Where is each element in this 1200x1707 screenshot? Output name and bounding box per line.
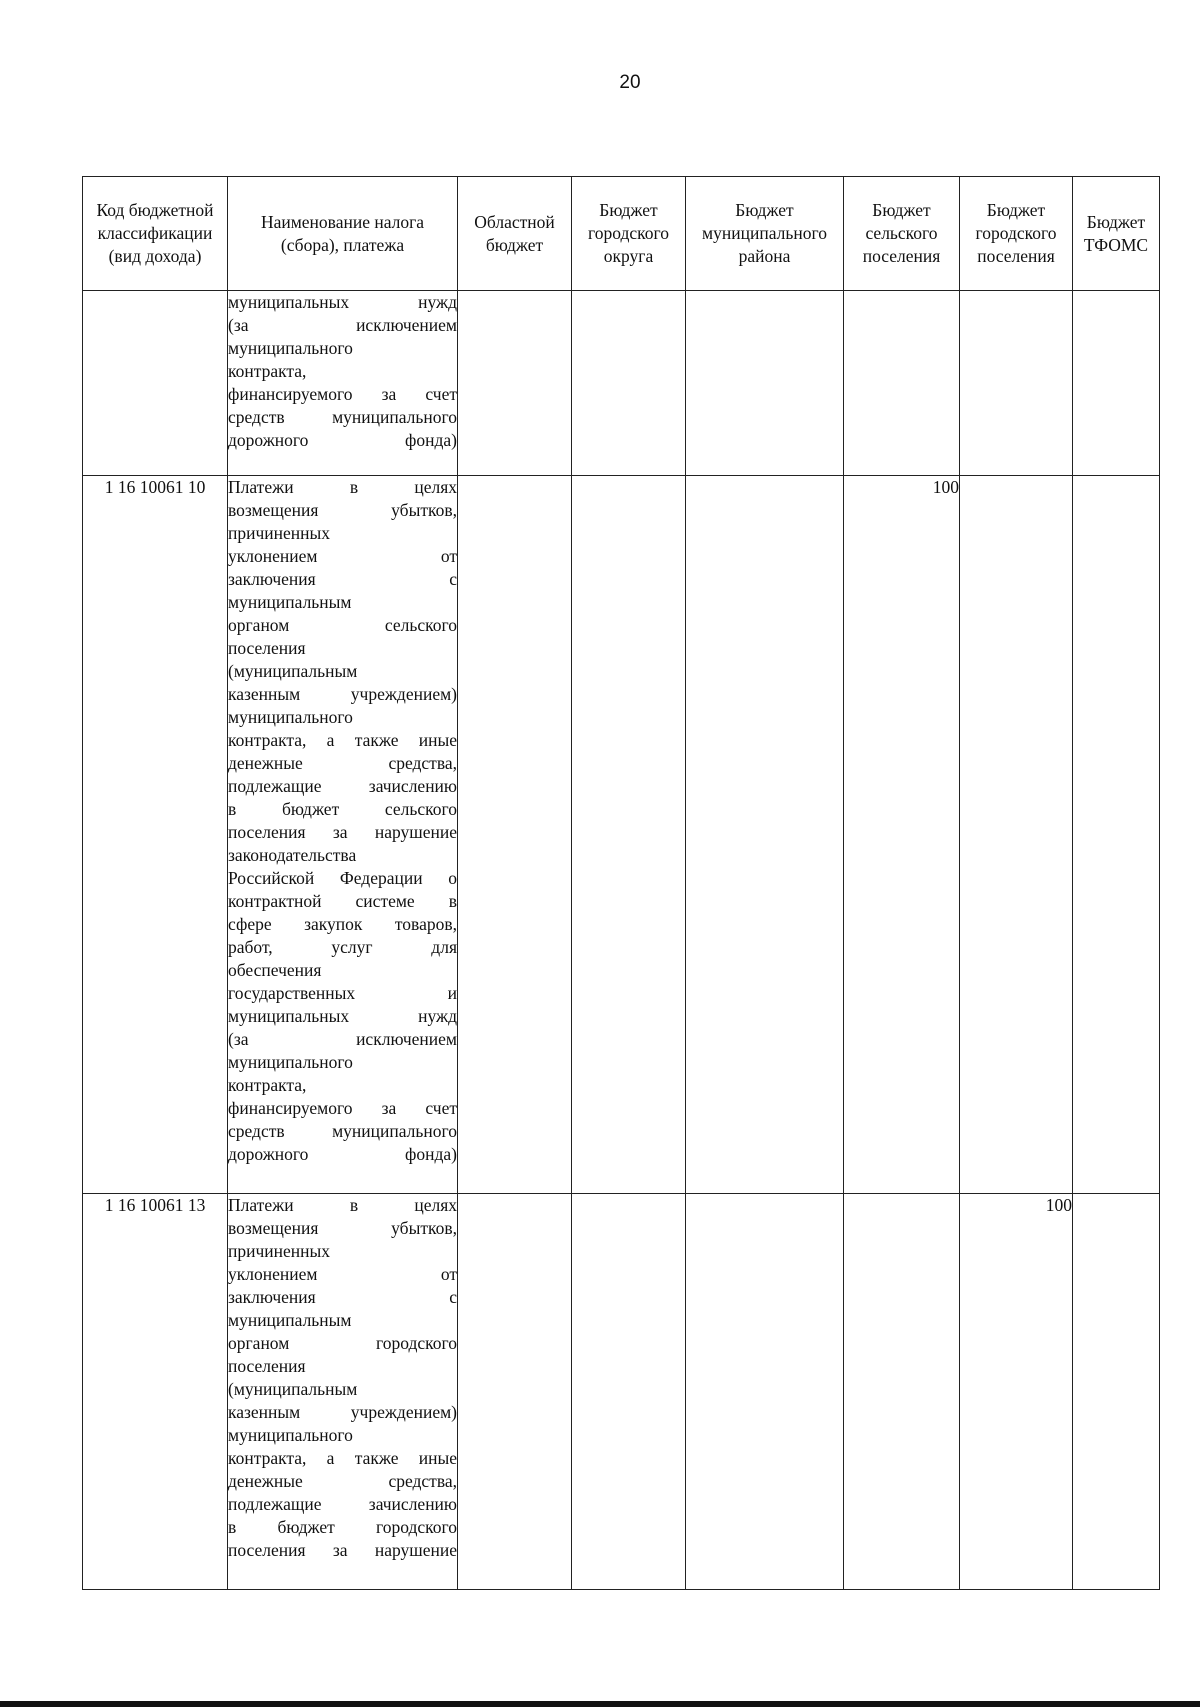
- row-name: [228, 291, 458, 476]
- value-urban-settlement: 100: [960, 1194, 1073, 1590]
- value-municipal-district: [686, 1194, 844, 1590]
- value-city-district: [572, 1194, 686, 1590]
- scan-bottom-edge: [0, 1701, 1200, 1707]
- header-city-district-budget: Бюджет городского округа: [572, 177, 686, 291]
- header-name: Наименование налога (сбора), платежа: [228, 177, 458, 291]
- row-name: [228, 476, 458, 1194]
- row-name-line: заключения с: [228, 569, 457, 589]
- row-name-line: причиненных: [228, 523, 331, 543]
- row-name-line: заключения с: [228, 1287, 457, 1307]
- row-name-line: возмещения убытков,: [228, 500, 457, 520]
- row-name-line: органом городского: [228, 1333, 457, 1353]
- row-name-line: поселения: [228, 1356, 306, 1376]
- row-name-line: поселения за нарушение: [228, 1540, 457, 1560]
- row-name-line: муниципального: [228, 1052, 353, 1072]
- row-name-line: дорожного фонда): [228, 430, 457, 450]
- row-name-line: органом сельского: [228, 615, 457, 635]
- row-name-line: (за исключением: [228, 315, 457, 335]
- row-name-line: Платежи в целях: [228, 477, 457, 497]
- row-name-line: финансируемого за счет: [228, 384, 457, 404]
- row-name-line: возмещения убытков,: [228, 1218, 457, 1238]
- row-name-line: казенным учреждением): [228, 684, 457, 704]
- row-name-line: работ, услуг для: [228, 937, 457, 957]
- row-name-line: Платежи в целях: [228, 1195, 457, 1215]
- row-name-line: дорожного фонда): [228, 1144, 457, 1164]
- row-name-line: контрактной системе в: [228, 891, 457, 911]
- row-name-line: финансируемого за счет: [228, 1098, 457, 1118]
- row-name-line: муниципальных нужд: [228, 1006, 457, 1026]
- header-regional-budget: Областной бюджет: [458, 177, 572, 291]
- value-regional: [458, 291, 572, 476]
- value-city-district: [572, 291, 686, 476]
- row-name-line: денежные средства,: [228, 1471, 457, 1491]
- row-name-line: законодательства: [228, 845, 357, 865]
- row-name-line: муниципального: [228, 707, 353, 727]
- row-name-line: сфере закупок товаров,: [228, 914, 457, 934]
- row-code: 1 16 10061 13: [83, 1194, 228, 1590]
- page-number: 20: [619, 72, 641, 93]
- row-name-line: поселения за нарушение: [228, 822, 457, 842]
- row-code: [83, 291, 228, 476]
- value-rural-settlement: [844, 291, 960, 476]
- value-regional: [458, 1194, 572, 1590]
- value-regional: [458, 476, 572, 1194]
- row-name-line: в бюджет сельского: [228, 799, 457, 819]
- header-municipal-district-budget: Бюджет муниципального района: [686, 177, 844, 291]
- row-name-line: уклонением от: [228, 546, 457, 566]
- row-name-line: государственных и: [228, 983, 457, 1003]
- value-city-district: [572, 476, 686, 1194]
- row-name-line: подлежащие зачислению: [228, 776, 457, 796]
- table-row: [83, 291, 1160, 476]
- row-name-line: Российской Федерации о: [228, 868, 457, 888]
- row-name-line: обеспечения: [228, 960, 322, 980]
- row-name-line: денежные средства,: [228, 753, 457, 773]
- value-tfoms: [1073, 476, 1160, 1194]
- table-row: [83, 476, 1160, 1194]
- row-name-line: причиненных: [228, 1241, 331, 1261]
- row-name-line: муниципальным: [228, 592, 352, 612]
- value-rural-settlement: [844, 1194, 960, 1590]
- row-name-line: подлежащие зачислению: [228, 1494, 457, 1514]
- value-municipal-district: [686, 291, 844, 476]
- row-name-line: (муниципальным: [228, 1379, 358, 1399]
- table-header-row: [83, 177, 1160, 291]
- header-tfoms-budget: Бюджет ТФОМС: [1073, 177, 1160, 291]
- row-name-line: контракта,: [228, 1075, 307, 1095]
- row-name-line: в бюджет городского: [228, 1517, 457, 1537]
- header-code: Код бюджетной классификации (вид дохода): [83, 177, 228, 291]
- row-name-line: контракта, а также иные: [228, 730, 457, 750]
- value-municipal-district: [686, 476, 844, 1194]
- row-name-line: поселения: [228, 638, 306, 658]
- value-tfoms: [1073, 291, 1160, 476]
- table-row: [83, 1194, 1160, 1590]
- value-urban-settlement: [960, 476, 1073, 1194]
- value-urban-settlement: [960, 291, 1073, 476]
- row-name-line: контракта, а также иные: [228, 1448, 457, 1468]
- row-name-line: контракта,: [228, 361, 307, 381]
- header-rural-settlement-budget: Бюджет сельского поселения: [844, 177, 960, 291]
- row-name: [228, 1194, 458, 1590]
- row-name-line: уклонением от: [228, 1264, 457, 1284]
- row-name-line: муниципального: [228, 1425, 353, 1445]
- budget-revenue-table: [82, 176, 1160, 1590]
- row-code: 1 16 10061 10: [83, 476, 228, 1194]
- row-name-line: казенным учреждением): [228, 1402, 457, 1422]
- row-name-line: муниципальным: [228, 1310, 352, 1330]
- value-rural-settlement: 100: [844, 476, 960, 1194]
- header-urban-settlement-budget: Бюджет городского поселения: [960, 177, 1073, 291]
- row-name-line: средств муниципального: [228, 1121, 457, 1141]
- value-tfoms: [1073, 1194, 1160, 1590]
- row-name-line: муниципального: [228, 338, 353, 358]
- row-name-line: (муниципальным: [228, 661, 358, 681]
- row-name-line: муниципальных нужд: [228, 292, 457, 312]
- row-name-line: (за исключением: [228, 1029, 457, 1049]
- row-name-line: средств муниципального: [228, 407, 457, 427]
